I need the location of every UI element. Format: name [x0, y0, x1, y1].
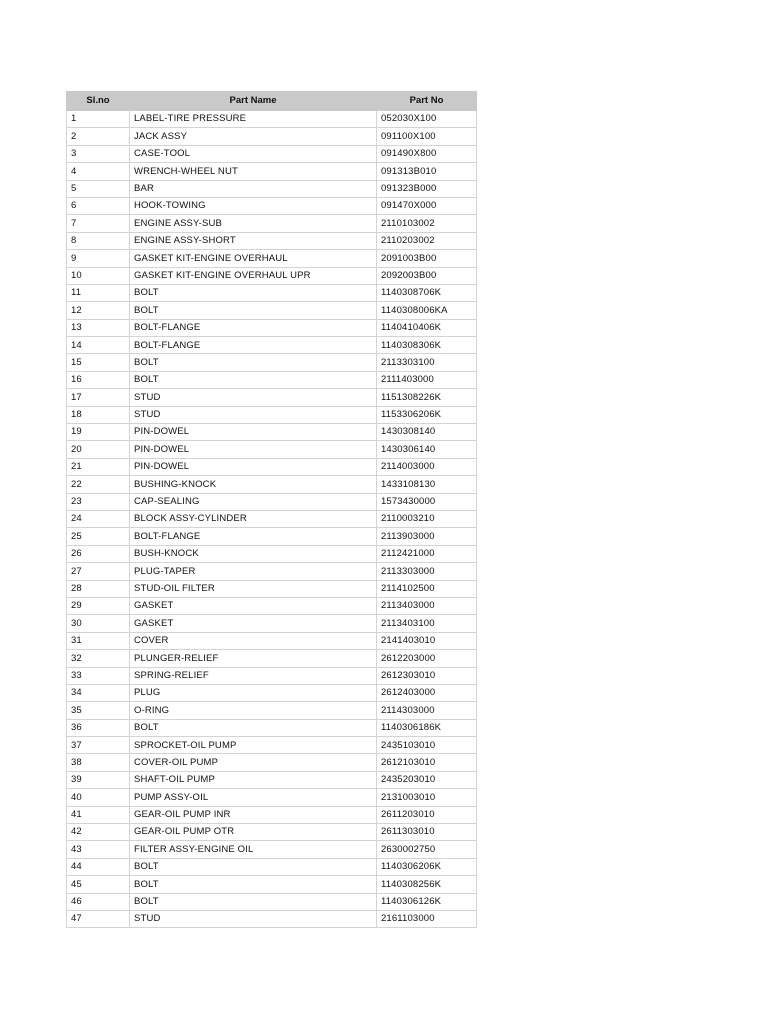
sl-no-cell: 39 — [67, 771, 130, 788]
table-body — [67, 111, 477, 928]
part-name-cell: STUD-OIL FILTER — [130, 580, 377, 597]
sl-no-cell: 22 — [67, 476, 130, 493]
table-row — [67, 580, 477, 597]
table-row — [67, 406, 477, 423]
sl-no-cell: 25 — [67, 528, 130, 545]
table-row — [67, 702, 477, 719]
part-no-cell: 2612103010 — [377, 754, 477, 771]
part-no-cell: 2612303010 — [377, 667, 477, 684]
sl-no-cell: 13 — [67, 319, 130, 336]
sl-no-cell: 31 — [67, 632, 130, 649]
parts-list-sheet — [66, 91, 476, 928]
part-no-cell: 2141403010 — [377, 632, 477, 649]
part-name-cell: SHAFT-OIL PUMP — [130, 771, 377, 788]
part-no-cell: 1140308306K — [377, 337, 477, 354]
part-name-cell: BUSH-KNOCK — [130, 545, 377, 562]
part-no-cell: 1430308140 — [377, 424, 477, 441]
table-row — [67, 267, 477, 284]
part-name-cell: STUD — [130, 910, 377, 927]
part-name-cell: BAR — [130, 180, 377, 197]
table-row — [67, 354, 477, 371]
sl-no-cell: 17 — [67, 389, 130, 406]
part-no-cell: 2113303100 — [377, 354, 477, 371]
part-name-cell: GASKET KIT-ENGINE OVERHAUL UPR — [130, 267, 377, 284]
table-row — [67, 528, 477, 545]
part-no-cell: 2114303000 — [377, 702, 477, 719]
part-no-cell: 2612403000 — [377, 684, 477, 701]
table-row — [67, 441, 477, 458]
sl-no-cell: 45 — [67, 876, 130, 893]
sl-no-cell: 35 — [67, 702, 130, 719]
sl-no-cell: 40 — [67, 789, 130, 806]
sl-no-cell: 41 — [67, 806, 130, 823]
part-name-cell: WRENCH-WHEEL NUT — [130, 163, 377, 180]
part-name-cell: BOLT-FLANGE — [130, 528, 377, 545]
part-name-cell: COVER-OIL PUMP — [130, 754, 377, 771]
parts-table — [66, 91, 477, 928]
sl-no-cell: 32 — [67, 650, 130, 667]
table-row — [67, 615, 477, 632]
table-row — [67, 719, 477, 736]
part-name-cell: PIN-DOWEL — [130, 441, 377, 458]
column-header-part-no: Part No — [377, 92, 477, 111]
part-no-cell: 1140306126K — [377, 893, 477, 910]
part-name-cell: GASKET — [130, 597, 377, 614]
table-row — [67, 163, 477, 180]
table-row — [67, 684, 477, 701]
part-name-cell: O-RING — [130, 702, 377, 719]
part-no-cell: 2113303000 — [377, 563, 477, 580]
table-row — [67, 771, 477, 788]
table-row — [67, 302, 477, 319]
sl-no-cell: 27 — [67, 563, 130, 580]
part-no-cell: 2161103000 — [377, 910, 477, 927]
part-no-cell: 2435203010 — [377, 771, 477, 788]
part-name-cell: PLUNGER-RELIEF — [130, 650, 377, 667]
sl-no-cell: 6 — [67, 197, 130, 214]
table-row — [67, 319, 477, 336]
sl-no-cell: 1 — [67, 111, 130, 128]
table-row — [67, 337, 477, 354]
sl-no-cell: 42 — [67, 824, 130, 841]
part-name-cell: BLOCK ASSY-CYLINDER — [130, 510, 377, 527]
table-row — [67, 545, 477, 562]
part-no-cell: 1153306206K — [377, 406, 477, 423]
part-name-cell: PLUG — [130, 684, 377, 701]
sl-no-cell: 20 — [67, 441, 130, 458]
part-no-cell: 2110203002 — [377, 232, 477, 249]
part-no-cell: 1140306206K — [377, 858, 477, 875]
part-name-cell: PLUG-TAPER — [130, 563, 377, 580]
part-name-cell: BUSHING-KNOCK — [130, 476, 377, 493]
part-no-cell: 2114003000 — [377, 458, 477, 475]
table-row — [67, 632, 477, 649]
part-no-cell: 091100X100 — [377, 128, 477, 145]
part-name-cell: ENGINE ASSY-SHORT — [130, 232, 377, 249]
part-name-cell: CASE-TOOL — [130, 145, 377, 162]
part-name-cell: BOLT-FLANGE — [130, 319, 377, 336]
table-row — [67, 197, 477, 214]
part-no-cell: 2113903000 — [377, 528, 477, 545]
part-no-cell: 1140308706K — [377, 284, 477, 301]
table-row — [67, 371, 477, 388]
sl-no-cell: 26 — [67, 545, 130, 562]
sl-no-cell: 12 — [67, 302, 130, 319]
table-row — [67, 893, 477, 910]
part-name-cell: SPRING-RELIEF — [130, 667, 377, 684]
part-name-cell: ENGINE ASSY-SUB — [130, 215, 377, 232]
table-row — [67, 128, 477, 145]
part-no-cell: 2110003210 — [377, 510, 477, 527]
sl-no-cell: 24 — [67, 510, 130, 527]
part-no-cell: 2112421000 — [377, 545, 477, 562]
part-no-cell: 1140308256K — [377, 876, 477, 893]
sl-no-cell: 14 — [67, 337, 130, 354]
part-name-cell: PIN-DOWEL — [130, 424, 377, 441]
part-no-cell: 2611203010 — [377, 806, 477, 823]
sl-no-cell: 15 — [67, 354, 130, 371]
part-no-cell: 1140308006KA — [377, 302, 477, 319]
part-name-cell: BOLT — [130, 302, 377, 319]
part-name-cell: HOOK-TOWING — [130, 197, 377, 214]
part-no-cell: 1140410406K — [377, 319, 477, 336]
sl-no-cell: 36 — [67, 719, 130, 736]
part-no-cell: 2092003B00 — [377, 267, 477, 284]
sl-no-cell: 2 — [67, 128, 130, 145]
part-name-cell: GASKET — [130, 615, 377, 632]
table-row — [67, 841, 477, 858]
table-row — [67, 667, 477, 684]
part-name-cell: BOLT — [130, 893, 377, 910]
table-row — [67, 424, 477, 441]
table-row — [67, 858, 477, 875]
part-name-cell: BOLT — [130, 719, 377, 736]
part-name-cell: GASKET KIT-ENGINE OVERHAUL — [130, 250, 377, 267]
table-row — [67, 458, 477, 475]
part-no-cell: 1433108130 — [377, 476, 477, 493]
sl-no-cell: 19 — [67, 424, 130, 441]
part-no-cell: 2435103010 — [377, 737, 477, 754]
table-row — [67, 754, 477, 771]
column-header-part-name: Part Name — [130, 92, 377, 111]
table-row — [67, 215, 477, 232]
part-name-cell: CAP-SEALING — [130, 493, 377, 510]
part-name-cell: BOLT — [130, 354, 377, 371]
part-name-cell: STUD — [130, 389, 377, 406]
sl-no-cell: 28 — [67, 580, 130, 597]
part-name-cell: BOLT — [130, 284, 377, 301]
part-no-cell: 1151308226K — [377, 389, 477, 406]
part-no-cell: 2611303010 — [377, 824, 477, 841]
sl-no-cell: 8 — [67, 232, 130, 249]
part-name-cell: BOLT-FLANGE — [130, 337, 377, 354]
sl-no-cell: 34 — [67, 684, 130, 701]
table-row — [67, 284, 477, 301]
sl-no-cell: 29 — [67, 597, 130, 614]
part-name-cell: BOLT — [130, 858, 377, 875]
sl-no-cell: 37 — [67, 737, 130, 754]
sl-no-cell: 4 — [67, 163, 130, 180]
part-no-cell: 091313B010 — [377, 163, 477, 180]
table-row — [67, 737, 477, 754]
sl-no-cell: 30 — [67, 615, 130, 632]
sl-no-cell: 10 — [67, 267, 130, 284]
table-row — [67, 476, 477, 493]
table-row — [67, 493, 477, 510]
part-no-cell: 1573430000 — [377, 493, 477, 510]
sl-no-cell: 43 — [67, 841, 130, 858]
table-row — [67, 232, 477, 249]
part-name-cell: FILTER ASSY-ENGINE OIL — [130, 841, 377, 858]
part-no-cell: 2131003010 — [377, 789, 477, 806]
part-no-cell: 091490X800 — [377, 145, 477, 162]
table-row — [67, 250, 477, 267]
part-name-cell: LABEL-TIRE PRESSURE — [130, 111, 377, 128]
table-row — [67, 563, 477, 580]
part-name-cell: GEAR-OIL PUMP INR — [130, 806, 377, 823]
sl-no-cell: 7 — [67, 215, 130, 232]
part-no-cell: 2110103002 — [377, 215, 477, 232]
sl-no-cell: 11 — [67, 284, 130, 301]
table-row — [67, 597, 477, 614]
part-name-cell: STUD — [130, 406, 377, 423]
table-row — [67, 180, 477, 197]
column-header-sl-no: Sl.no — [67, 92, 130, 111]
table-row — [67, 111, 477, 128]
sl-no-cell: 5 — [67, 180, 130, 197]
table-row — [67, 824, 477, 841]
sl-no-cell: 47 — [67, 910, 130, 927]
part-name-cell: COVER — [130, 632, 377, 649]
part-no-cell: 052030X100 — [377, 111, 477, 128]
table-row — [67, 910, 477, 927]
part-name-cell: PUMP ASSY-OIL — [130, 789, 377, 806]
part-no-cell: 2113403000 — [377, 597, 477, 614]
part-name-cell: SPROCKET-OIL PUMP — [130, 737, 377, 754]
table-row — [67, 789, 477, 806]
part-no-cell: 091470X000 — [377, 197, 477, 214]
table-row — [67, 389, 477, 406]
part-no-cell: 2111403000 — [377, 371, 477, 388]
part-no-cell: 2113403100 — [377, 615, 477, 632]
table-row — [67, 510, 477, 527]
sl-no-cell: 21 — [67, 458, 130, 475]
table-row — [67, 145, 477, 162]
table-row — [67, 876, 477, 893]
table-row — [67, 806, 477, 823]
part-name-cell: BOLT — [130, 371, 377, 388]
sl-no-cell: 46 — [67, 893, 130, 910]
part-no-cell: 1140306186K — [377, 719, 477, 736]
header-row — [67, 92, 477, 111]
part-name-cell: PIN-DOWEL — [130, 458, 377, 475]
part-name-cell: GEAR-OIL PUMP OTR — [130, 824, 377, 841]
part-name-cell: JACK ASSY — [130, 128, 377, 145]
sl-no-cell: 18 — [67, 406, 130, 423]
sl-no-cell: 44 — [67, 858, 130, 875]
part-no-cell: 2091003B00 — [377, 250, 477, 267]
sl-no-cell: 16 — [67, 371, 130, 388]
part-name-cell: BOLT — [130, 876, 377, 893]
table-row — [67, 650, 477, 667]
sl-no-cell: 23 — [67, 493, 130, 510]
part-no-cell: 2630002750 — [377, 841, 477, 858]
sl-no-cell: 33 — [67, 667, 130, 684]
part-no-cell: 2612203000 — [377, 650, 477, 667]
part-no-cell: 1430306140 — [377, 441, 477, 458]
part-no-cell: 2114102500 — [377, 580, 477, 597]
part-no-cell: 091323B000 — [377, 180, 477, 197]
sl-no-cell: 9 — [67, 250, 130, 267]
sl-no-cell: 38 — [67, 754, 130, 771]
sl-no-cell: 3 — [67, 145, 130, 162]
